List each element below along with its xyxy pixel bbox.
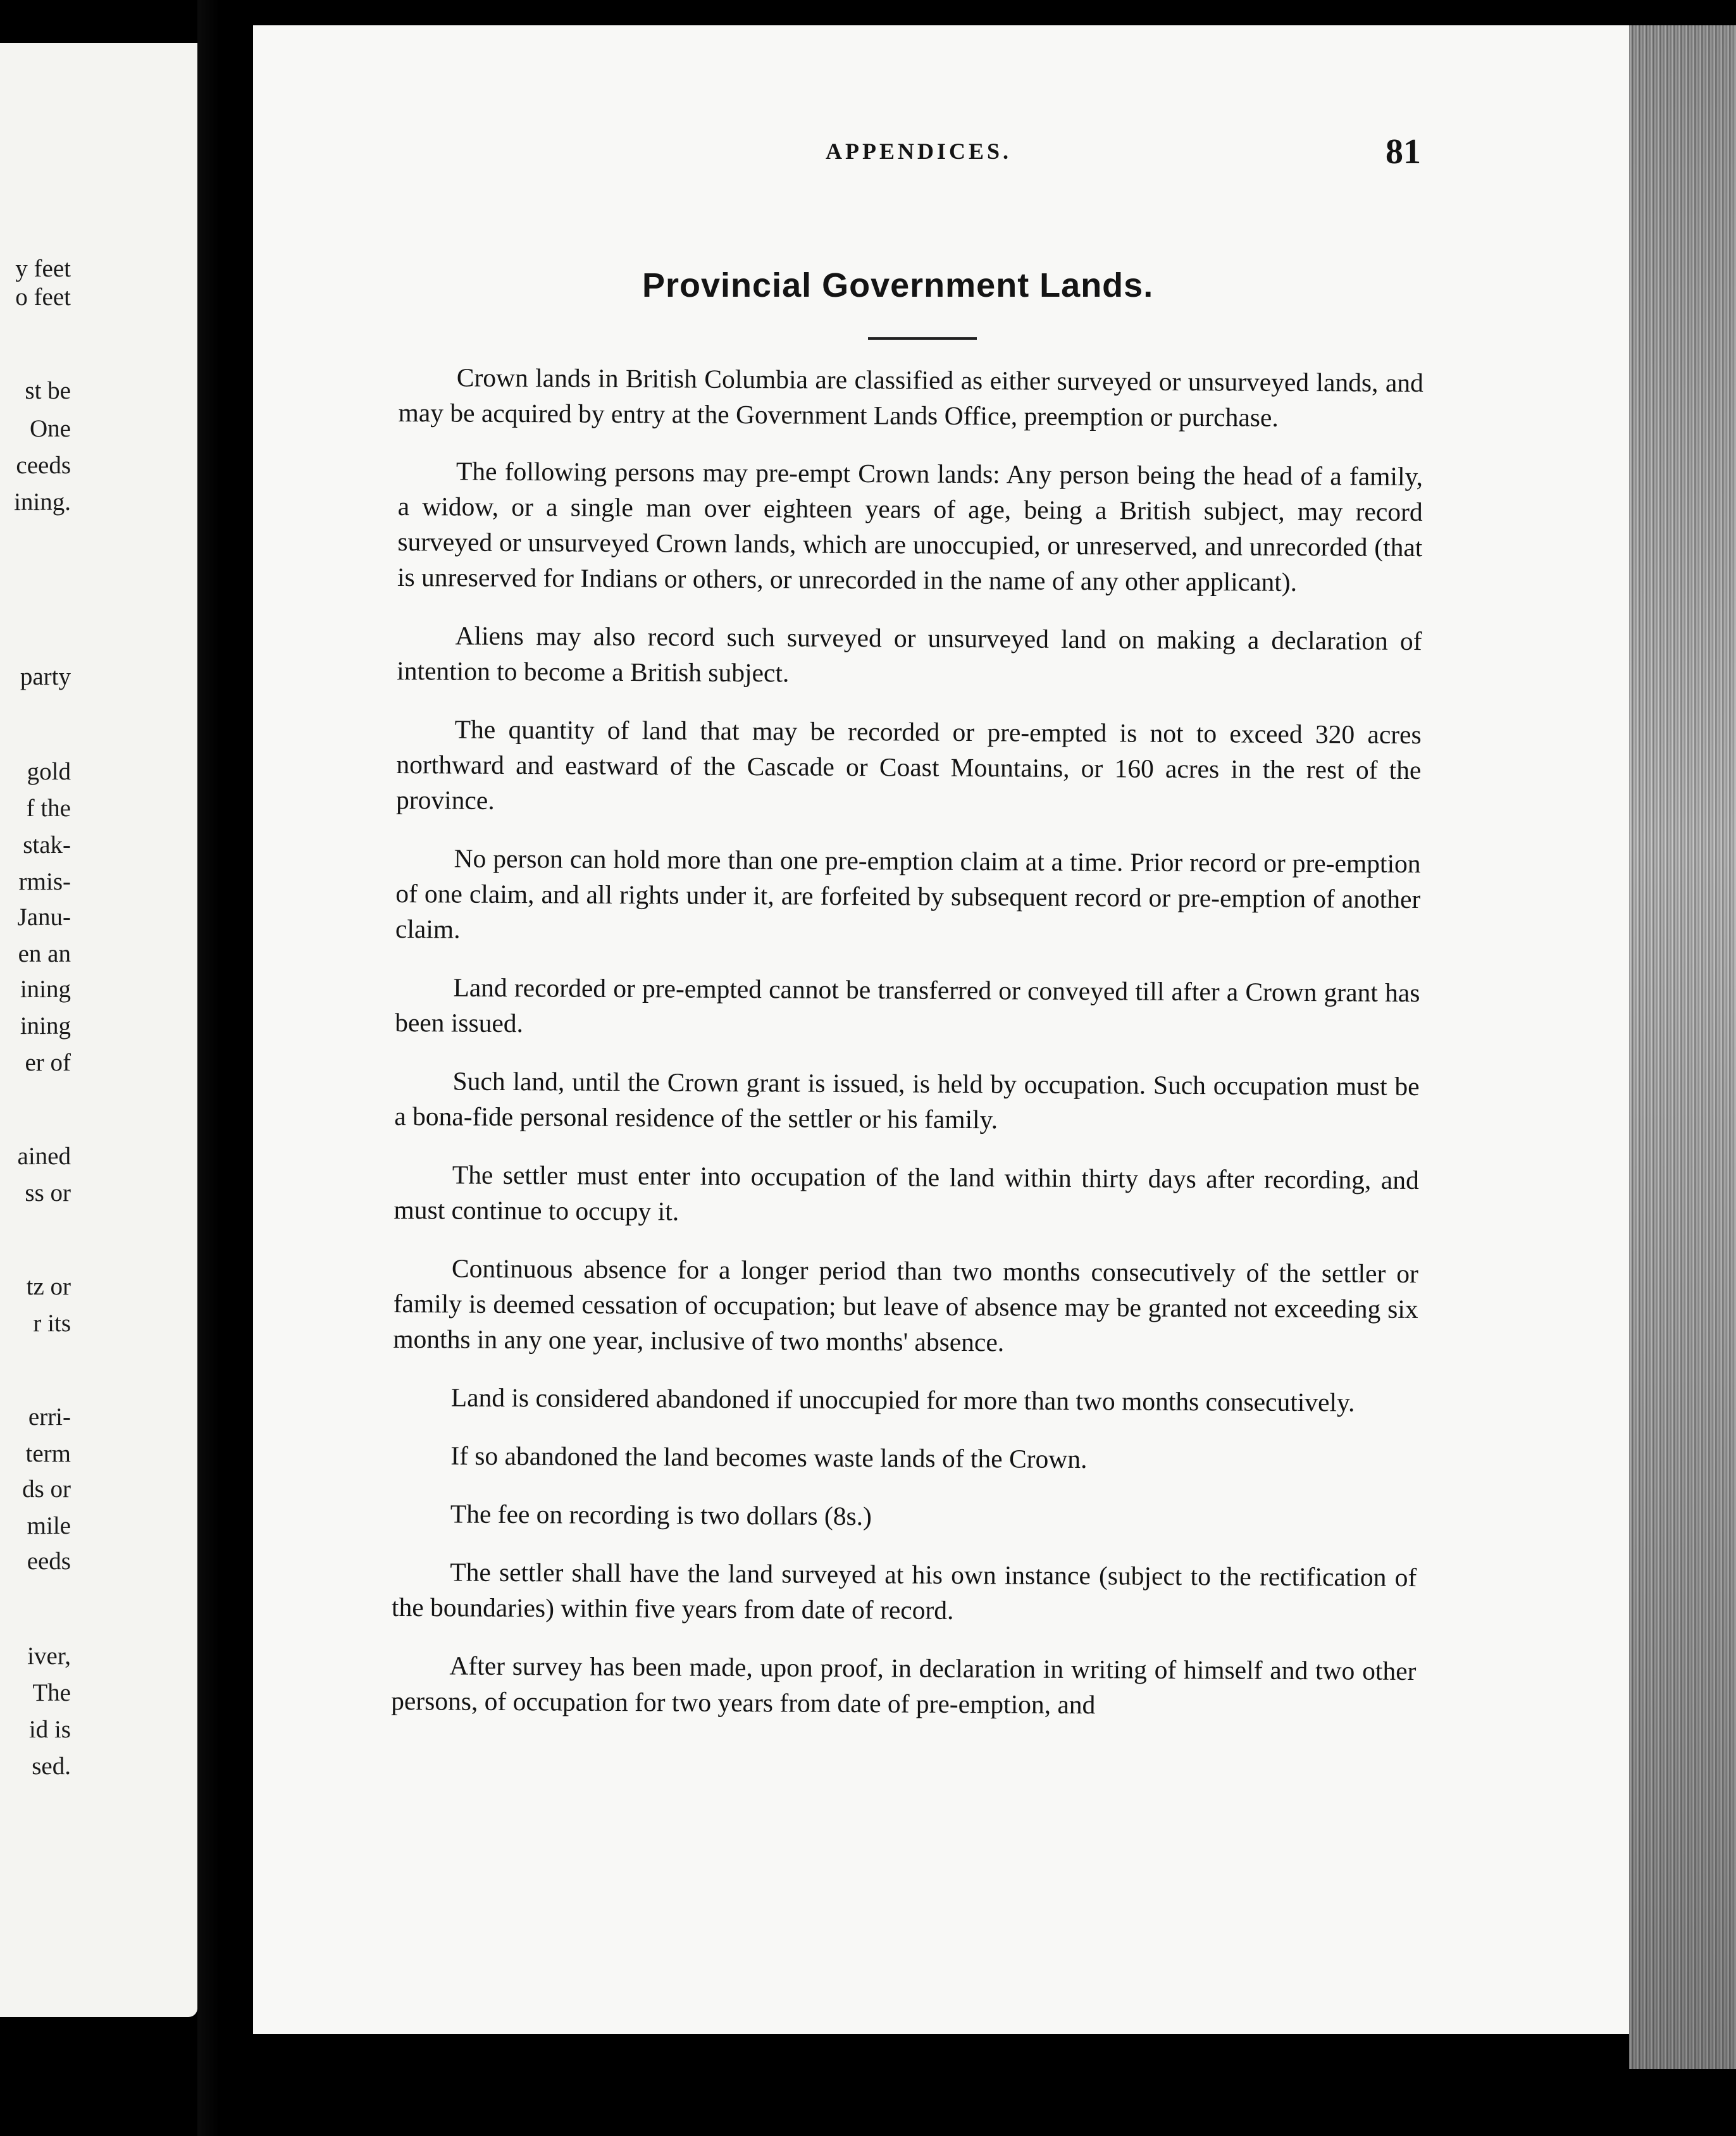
- left-line: ained: [17, 1143, 71, 1170]
- left-line: f the: [26, 795, 71, 822]
- left-line: Janu-: [17, 903, 71, 931]
- paragraph: If so abandoned the land becomes waste lands of the Crown.: [450, 1441, 1088, 1474]
- paragraph: The following persons may pre-empt Crown lands: Any person being the head of a family, a widow, or a single man over eighteen years of age, being a British subject, may record surveyed or unsurveyed Crown lands, which are unoccupied, or unreserved, and unrecorded (that is unreserved for Indians or others, or unrecorded in the name of any other applicant).: [397, 456, 1423, 597]
- paragraph: Land recorded or pre-empted cannot be transferred or conveyed till after a Crown grant has been issued.: [395, 972, 1420, 1038]
- book-gutter: [197, 0, 253, 2136]
- left-page-fragment: [0, 43, 197, 2017]
- paragraph: The settler shall have the land surveyed at his own instance (subject to the rectification of the boundaries) within five years from date of record.: [391, 1557, 1417, 1625]
- left-line: er of: [25, 1049, 71, 1076]
- left-line: ining: [20, 1012, 71, 1040]
- paragraph: After survey has been made, upon proof, in declaration in writing of himself and two other persons, of occupation for two years from date of pre-emption, and: [391, 1651, 1417, 1720]
- paragraph: Continuous absence for a longer period than two months consecutively of the settler or family is deemed cessation of occupation; but leave of absence may be granted not exceeding six months in any one year, inclusive of two months' absence.: [393, 1253, 1419, 1357]
- page-edge-stack: [1629, 25, 1736, 2069]
- body-text: [391, 359, 1423, 1747]
- paragraph: Such land, until the Crown grant is issued, is held by occupation. Such occupation must be a bona-fide personal residence of the settler or his family.: [394, 1066, 1420, 1134]
- left-line: ds or: [22, 1475, 71, 1503]
- left-line: stak-: [23, 831, 71, 859]
- left-line: r its: [33, 1310, 71, 1337]
- paragraph: Crown lands in British Columbia are classified as either surveyed or unsurveyed lands, and may be acquired by entry at the Government Lands Office, preemption or purchase.: [398, 363, 1423, 432]
- page-number: 81: [1386, 132, 1421, 171]
- left-line: y feet: [15, 255, 71, 282]
- left-line: The: [32, 1679, 71, 1706]
- left-line: ining.: [14, 488, 71, 516]
- left-page-text-column: [0, 43, 71, 2017]
- left-line: eeds: [27, 1548, 71, 1575]
- left-line: party: [20, 663, 71, 690]
- section-title: Provincial Government Lands.: [642, 266, 1154, 304]
- paragraph: No person can hold more than one pre-emption claim at a time. Prior record or pre-emption of one claim, and all rights under it, are forfeited by subsequent record or pre-emption of another claim.: [395, 843, 1421, 944]
- left-line: erri-: [28, 1403, 71, 1431]
- left-line: en an: [18, 940, 71, 967]
- paragraph: Aliens may also record such surveyed or unsurveyed land on making a declaration of intention to become a British subject.: [397, 621, 1422, 688]
- left-line: id is: [28, 1716, 71, 1743]
- left-line: rmis-: [18, 868, 71, 895]
- left-line: mile: [27, 1512, 71, 1539]
- left-line: term: [25, 1440, 71, 1467]
- paragraph: The fee on recording is two dollars (8s.): [450, 1499, 872, 1531]
- left-line: tz or: [26, 1273, 71, 1300]
- left-line: ss or: [25, 1179, 71, 1207]
- left-line: o feet: [15, 283, 71, 311]
- left-line: gold: [27, 758, 71, 785]
- title-rule: [868, 337, 977, 340]
- left-line: sed.: [32, 1753, 71, 1780]
- left-line: One: [30, 415, 71, 442]
- left-line: ining: [20, 976, 71, 1003]
- running-head: APPENDICES.: [826, 139, 1012, 164]
- left-line: iver,: [27, 1642, 71, 1670]
- left-line: st be: [25, 377, 71, 404]
- left-line: ceeds: [16, 452, 71, 479]
- paragraph: Land is considered abandoned if unoccupied for more than two months consecutively.: [450, 1382, 1355, 1417]
- paragraph: The settler must enter into occupation of the land within thirty days after recording, and must continue to occupy it.: [394, 1160, 1419, 1226]
- paragraph: The quantity of land that may be recorded or pre-empted is not to exceed 320 acres northward and eastward of the Cascade or Coast Mountains, or 160 acres in the rest of the province.: [395, 714, 1422, 815]
